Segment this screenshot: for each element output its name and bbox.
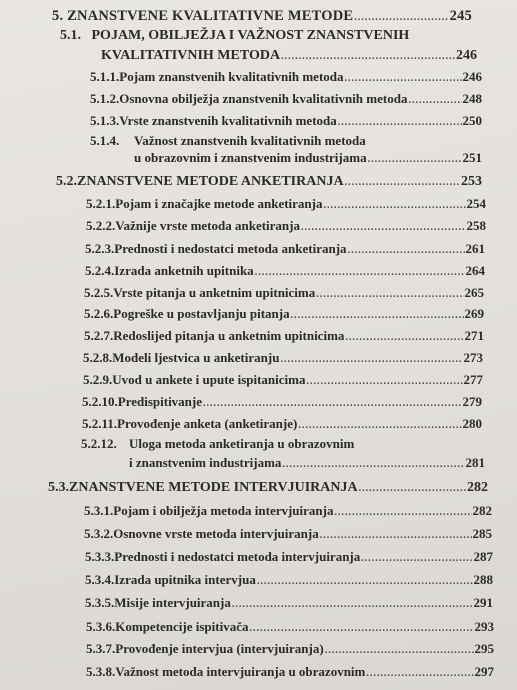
item-number: 5.3.1. xyxy=(84,503,114,518)
leader-dots xyxy=(348,245,465,256)
section-title: POJAM, OBILJEŽJA I VAŽNOST ZNANSTVENIH xyxy=(91,28,410,43)
item-title: Uloga metoda anketiranja u obrazovnim xyxy=(129,436,355,451)
item-number: 5.2.1. xyxy=(86,196,116,211)
toc-item[interactable] xyxy=(82,416,482,432)
leader-dots xyxy=(334,507,471,518)
item-title: Vrste pitanja u anketnim upitnicima xyxy=(113,285,316,300)
page-number: 280 xyxy=(462,416,482,431)
section-title: ZNANSTVENE METODE INTERVJUIRANJA xyxy=(69,480,358,495)
item-title: Važnost znanstvenih kvalitativnih metoda xyxy=(134,133,366,148)
item-number: 5.3.5. xyxy=(85,595,115,610)
item-number: 5.3.6. xyxy=(86,619,116,634)
item-title: Modeli ljestvica u anketiranju xyxy=(112,350,280,365)
page-number: 245 xyxy=(449,8,472,24)
page-number: 273 xyxy=(463,350,483,365)
toc-item[interactable] xyxy=(85,241,485,257)
leader-dots xyxy=(324,200,466,211)
toc-item[interactable] xyxy=(129,455,485,471)
item-number: 5.3.8. xyxy=(86,664,116,679)
toc-item[interactable] xyxy=(85,595,493,611)
page-number: 281 xyxy=(465,455,485,470)
toc-item[interactable] xyxy=(83,372,483,388)
toc-section-5-2[interactable] xyxy=(56,174,482,190)
toc-item[interactable] xyxy=(86,218,486,234)
item-number: 5.2.10. xyxy=(82,394,118,409)
page-number: 248 xyxy=(462,91,482,106)
leader-dots xyxy=(354,12,448,23)
leader-dots xyxy=(320,530,472,541)
item-title: Provođenje anketa (anketiranje) xyxy=(117,416,298,431)
toc-item[interactable] xyxy=(83,350,483,366)
item-number: 5.2.2. xyxy=(86,218,116,233)
chapter-title-text: ZNANSTVENE KVALITATIVNE METODE xyxy=(67,8,354,24)
item-title: Prednosti i nedostatci metoda anketiranja xyxy=(114,241,347,256)
leader-dots xyxy=(345,332,463,343)
page-number: 254 xyxy=(466,196,486,211)
toc-item[interactable] xyxy=(84,503,492,519)
page-number: 271 xyxy=(464,328,484,343)
leader-dots xyxy=(282,459,464,470)
section-number: 5.2. xyxy=(56,174,77,189)
item-title: Važnije vrste metoda anketiranja xyxy=(115,218,300,233)
page-number: 264 xyxy=(465,263,485,278)
item-number: 5.3.3. xyxy=(85,549,115,564)
toc-item[interactable] xyxy=(85,263,485,279)
leader-dots xyxy=(368,154,462,165)
item-title: Uvod u ankete i upute ispitanicima xyxy=(112,372,306,387)
leader-dots xyxy=(280,354,462,365)
item-title: Redoslijed pitanja u anketnim upitnicima xyxy=(113,328,345,343)
toc-item-5-1-3[interactable] xyxy=(90,113,482,129)
item-number: 5.2.8. xyxy=(83,350,113,365)
item-number: 5.1.4. xyxy=(90,133,120,148)
item-title: Osnovne vrste metoda intervjuiranja xyxy=(113,526,319,541)
item-title: Izrada anketnih upitnika xyxy=(114,263,254,278)
item-title: Pojam i obilježja metoda intervjuiranja xyxy=(113,503,334,518)
leader-dots xyxy=(301,222,466,233)
page-number: 269 xyxy=(464,306,484,321)
item-number: 5.3.4. xyxy=(85,572,115,587)
item-title-cont: i znanstvenim industrijama xyxy=(129,455,282,470)
toc-item[interactable] xyxy=(84,306,484,322)
toc-item[interactable] xyxy=(82,394,482,410)
item-number: 5.1.3. xyxy=(90,113,120,128)
toc-item-line1[interactable] xyxy=(81,436,354,452)
item-number: 5.2.6. xyxy=(84,306,114,321)
leader-dots xyxy=(366,668,473,679)
item-number: 5.2.11. xyxy=(82,416,118,431)
toc-item[interactable] xyxy=(86,619,494,635)
page-number: 282 xyxy=(467,480,488,495)
page-number: 291 xyxy=(473,595,493,610)
toc-item[interactable] xyxy=(84,526,492,542)
item-title: Kompetencije ispitivača xyxy=(115,619,249,634)
leader-dots xyxy=(408,95,461,106)
page-number: 246 xyxy=(456,48,477,63)
leader-dots xyxy=(345,73,462,84)
chapter-title: 5. ZNANSTVENE KVALITATIVNE METODE xyxy=(52,8,354,24)
page-number: 285 xyxy=(472,526,492,541)
toc-item[interactable] xyxy=(86,196,486,212)
toc-item[interactable] xyxy=(85,549,493,565)
page-number: 282 xyxy=(472,503,492,518)
item-number: 5.2.5. xyxy=(84,285,114,300)
toc-item-5-1-4[interactable] xyxy=(134,150,482,166)
leader-dots xyxy=(306,376,462,387)
toc-item[interactable] xyxy=(86,664,494,680)
leader-dots xyxy=(316,289,463,300)
page-number: 258 xyxy=(466,218,486,233)
item-number: 5.2.12. xyxy=(81,436,117,451)
section-number: 5.1. xyxy=(60,28,81,43)
leader-dots xyxy=(249,623,473,634)
item-number: 5.2.4. xyxy=(85,263,115,278)
section-title-cont: KVALITATIVNIH METODA xyxy=(101,48,281,63)
toc-item-5-1-4-line1[interactable] xyxy=(90,133,366,149)
item-number: 5.2.7. xyxy=(84,328,114,343)
section-title: ZNANSTVENE METODE ANKETIRANJA xyxy=(77,174,344,189)
toc-item[interactable] xyxy=(84,328,484,344)
leader-dots xyxy=(345,177,460,188)
leader-dots xyxy=(338,117,462,128)
toc-chapter-5[interactable] xyxy=(52,8,472,25)
toc-item[interactable] xyxy=(86,641,494,657)
leader-dots xyxy=(232,599,473,610)
leader-dots xyxy=(255,267,465,278)
leader-dots xyxy=(361,553,472,564)
item-title: Pojam znanstvenih kvalitativnih metoda xyxy=(119,69,344,84)
page-number: 295 xyxy=(474,641,494,656)
item-title: Predispitivanje xyxy=(117,394,203,409)
toc-item-5-1-2[interactable] xyxy=(90,91,482,107)
toc-section-5-1-line1[interactable] xyxy=(60,28,409,44)
item-title: Provođenje intervjua (intervjuiranja) xyxy=(115,641,324,656)
item-title: Vrste znanstvenih kvalitativnih metoda xyxy=(119,113,337,128)
item-title: Pojam i značajke metode anketiranja xyxy=(115,196,323,211)
page-number: 261 xyxy=(465,241,485,256)
leader-dots xyxy=(298,420,461,431)
item-title: Prednosti i nedostatci metoda intervjuiranja xyxy=(114,549,361,564)
toc-section-5-3[interactable] xyxy=(48,480,488,496)
item-title: Pogreške u postavljanju pitanja xyxy=(113,306,290,321)
toc-section-5-1[interactable] xyxy=(101,48,477,64)
item-title: Izrada upitnika intervjua xyxy=(114,572,256,587)
section-number: 5.3. xyxy=(48,480,69,495)
item-title: Misije intervjuiranja xyxy=(114,595,231,610)
leader-dots xyxy=(203,398,461,409)
item-number: 5.2.3. xyxy=(85,241,115,256)
page-number: 297 xyxy=(474,664,494,679)
item-title: Osnovna obilježja znanstvenih kvalitativnih metoda xyxy=(119,91,408,106)
item-number: 5.1.1. xyxy=(90,69,120,84)
page-number: 287 xyxy=(473,549,493,564)
leader-dots xyxy=(281,51,455,62)
page-number: 279 xyxy=(462,394,482,409)
leader-dots xyxy=(291,310,464,321)
item-number: 5.1.2. xyxy=(90,91,120,106)
leader-dots xyxy=(257,576,473,587)
page-number: 253 xyxy=(461,174,482,189)
page-number: 277 xyxy=(463,372,483,387)
item-number: 5.3.7. xyxy=(86,641,116,656)
item-title-cont: u obrazovnim i znanstvenim industrijama xyxy=(134,150,367,165)
page-number: 265 xyxy=(464,285,484,300)
page-number: 288 xyxy=(473,572,493,587)
toc-item[interactable] xyxy=(85,572,493,588)
leader-dots xyxy=(325,645,474,656)
page-number: 250 xyxy=(462,113,482,128)
item-number: 5.3.2. xyxy=(84,526,114,541)
toc-item[interactable] xyxy=(84,285,484,301)
toc-item-5-1-1[interactable] xyxy=(90,69,482,85)
leader-dots xyxy=(359,483,466,494)
item-number: 5.2.9. xyxy=(83,372,113,387)
page-number: 251 xyxy=(462,150,482,165)
page-number: 293 xyxy=(474,619,494,634)
page-number: 246 xyxy=(462,69,482,84)
item-title: Važnost metoda intervjuiranja u obrazovnim xyxy=(115,664,366,679)
